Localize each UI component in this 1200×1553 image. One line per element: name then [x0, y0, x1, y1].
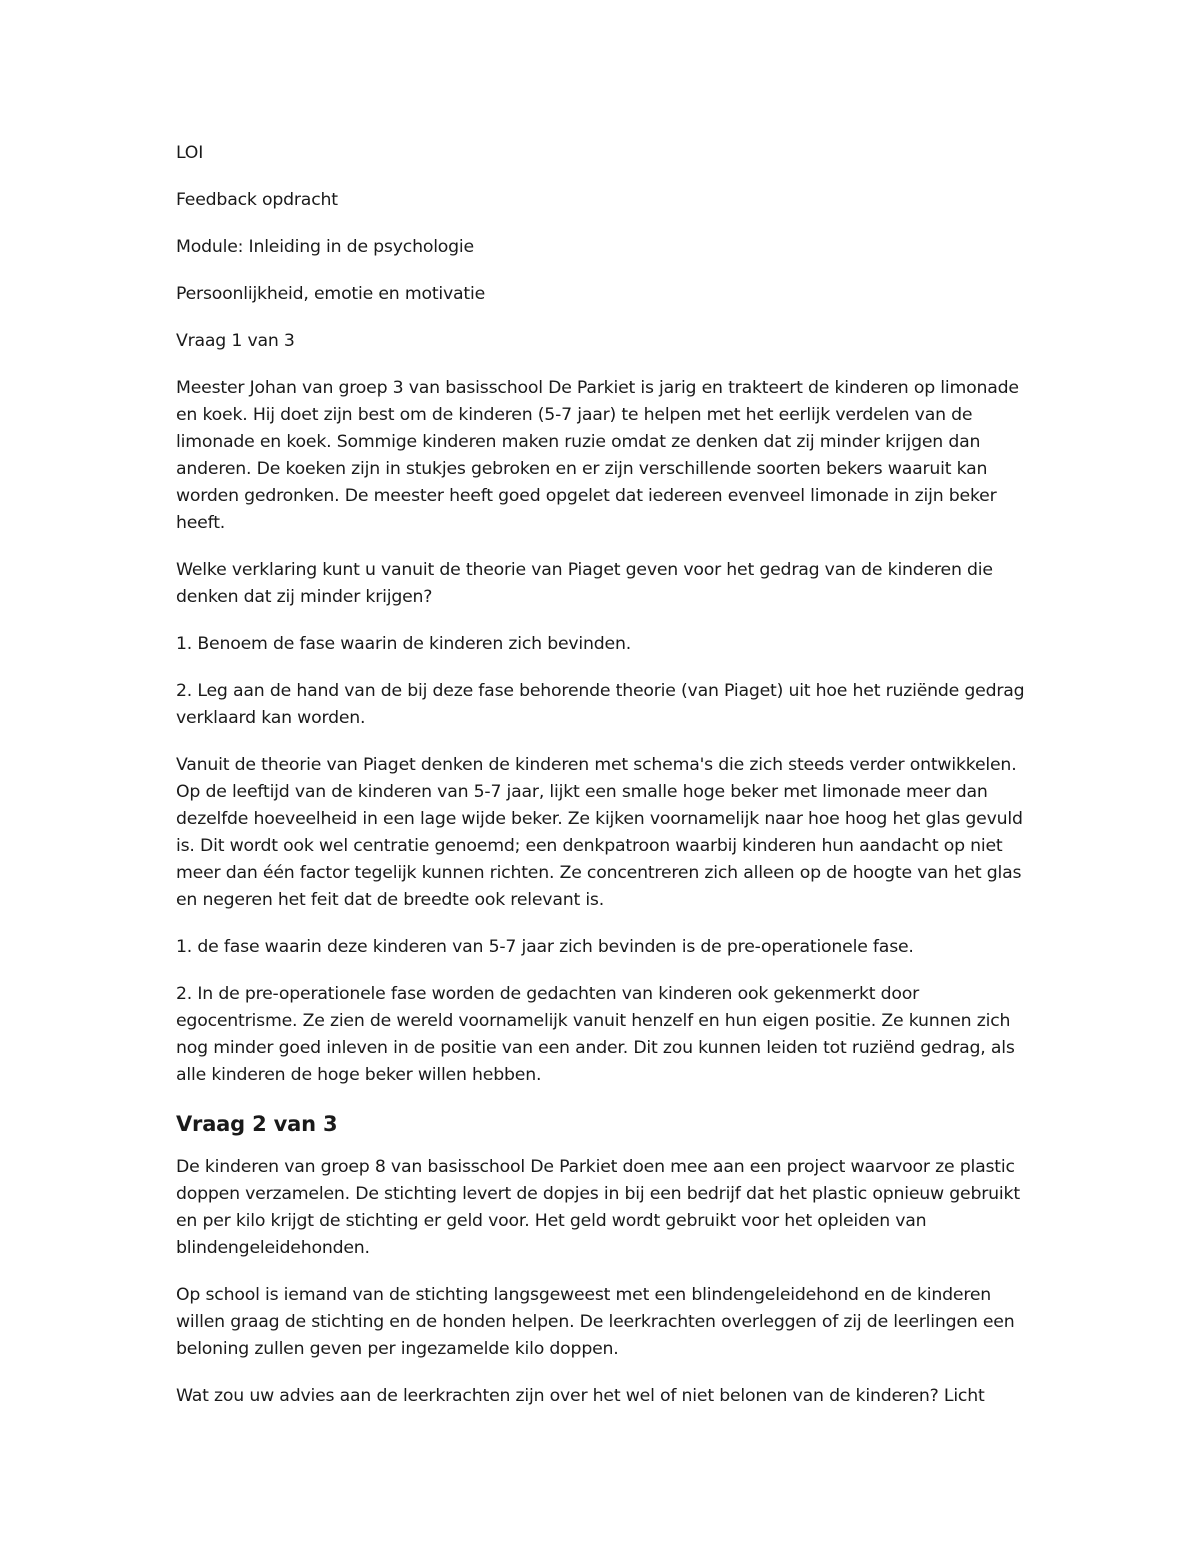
- question-1-sub-1: 1. Benoem de fase waarin de kinderen zich bevinden.: [176, 634, 632, 654]
- question-1-sub-2: 2. Leg aan de hand van de bij deze fase behorende theorie (van Piaget) uit hoe het ruziënde gedrag verklaard kan worden.: [176, 681, 1025, 728]
- header-feedback: Feedback opdracht: [176, 190, 338, 210]
- document-page: [176, 140, 1026, 1430]
- question-2-case-1: De kinderen van groep 8 van basisschool De Parkiet doen mee aan een project waarvoor ze plastic doppen verzamelen. De stichting levert de dopjes in bij een bedrijf dat het plastic opnieuw gebruikt en per kilo krijgt de stichting er geld voor. Het geld wordt gebruikt voor het opleiden van blindengeleidehonden.: [176, 1157, 1020, 1258]
- header-topic: Persoonlijkheid, emotie en motivatie: [176, 284, 486, 304]
- header-module: Module: Inleiding in de psychologie: [176, 237, 474, 257]
- question-1-text: Welke verklaring kunt u vanuit de theorie van Piaget geven voor het gedrag van de kinderen die denken dat zij minder krijgen?: [176, 560, 993, 607]
- question-2-text: Wat zou uw advies aan de leerkrachten zijn over het wel of niet belonen van de kinderen? Licht: [176, 1386, 985, 1406]
- question-2-heading: Vraag 2 van 3: [176, 1112, 338, 1136]
- header-loi: LOI: [176, 143, 204, 163]
- question-1-case: Meester Johan van groep 3 van basisschool De Parkiet is jarig en trakteert de kinderen op limonade en koek. Hij doet zijn best om de kinderen (5-7 jaar) te helpen met het eerlijk verdelen van de limonade en koek. Sommige kinderen maken ruzie omdat ze denken dat zij minder krijgen dan anderen. De koeken zijn in stukjes gebroken en er zijn verschillende soorten bekers waaruit kan worden gedronken. De meester heeft goed opgelet dat iedereen evenveel limonade in zijn beker heeft.: [176, 378, 1019, 533]
- answer-1-intro: Vanuit de theorie van Piaget denken de kinderen met schema's die zich steeds verder ontwikkelen. Op de leeftijd van de kinderen van 5-7 jaar, lijkt een smalle hoge beker met limonade meer dan dezelfde hoeveelheid in een lage wijde beker. Ze kijken voornamelijk naar hoe hoog het glas gevuld is. Dit wordt ook wel centratie genoemd; een denkpatroon waarbij kinderen hun aandacht op niet meer dan één factor tegelijk kunnen richten. Ze concentreren zich alleen op de hoogte van het glas en negeren het feit dat de breedte ook relevant is.: [176, 755, 1023, 910]
- answer-1-part-1: 1. de fase waarin deze kinderen van 5-7 jaar zich bevinden is de pre-operationele fase.: [176, 937, 914, 957]
- question-1-label: Vraag 1 van 3: [176, 331, 295, 351]
- answer-1-part-2: 2. In de pre-operationele fase worden de gedachten van kinderen ook gekenmerkt door egocentrisme. Ze zien de wereld voornamelijk vanuit henzelf en hun eigen positie. Ze kunnen zich nog minder goed inleven in de positie van een ander. Dit zou kunnen leiden tot ruziënd gedrag, als alle kinderen de hoge beker willen hebben.: [176, 984, 1015, 1085]
- question-2-case-2: Op school is iemand van de stichting langsgeweest met een blindengeleidehond en de kinderen willen graag de stichting en de honden helpen. De leerkrachten overleggen of zij de leerlingen een beloning zullen geven per ingezamelde kilo doppen.: [176, 1285, 1015, 1359]
